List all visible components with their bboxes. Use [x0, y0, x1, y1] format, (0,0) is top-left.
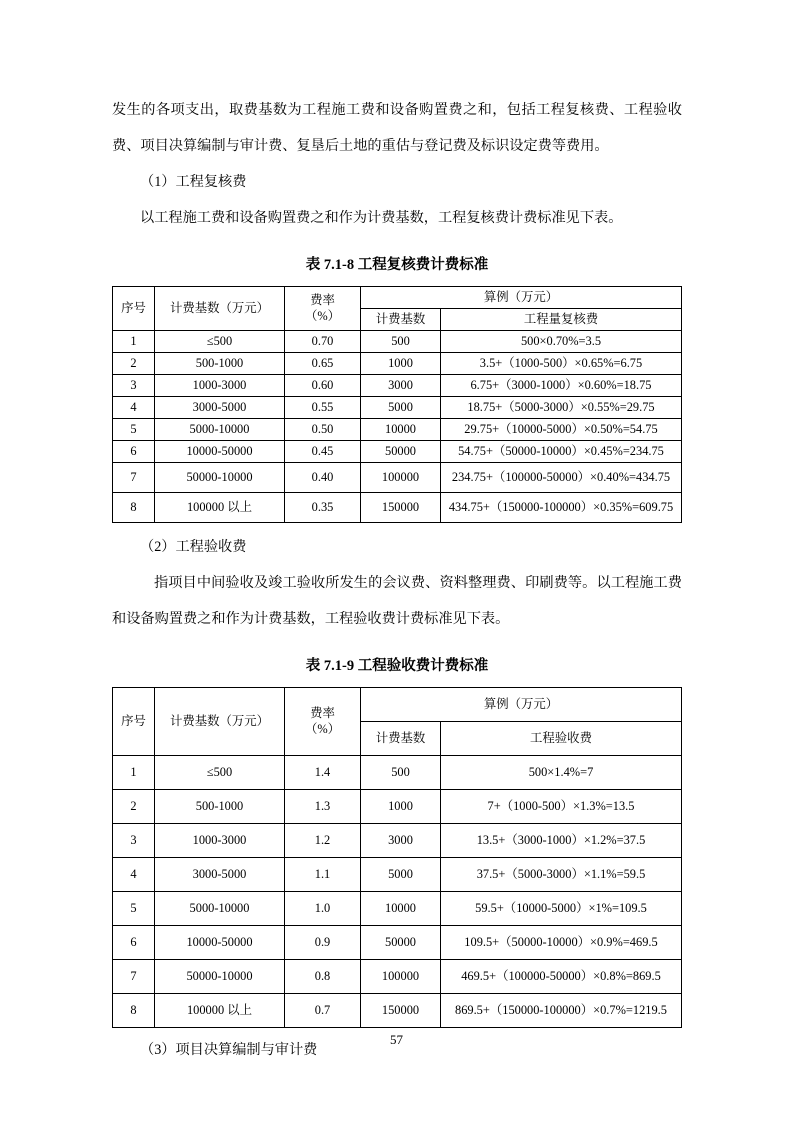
cell-calc-base: 1000: [361, 353, 441, 375]
cell-calc-base: 500: [361, 756, 441, 790]
cell-fee: 469.5+（100000-50000）×0.8%=869.5: [441, 960, 682, 994]
header-rate-line2: （%）: [304, 308, 341, 323]
cell-base: 50000-10000: [155, 463, 285, 493]
header-calc-base: 计费基数: [361, 309, 441, 331]
header-rate-line2: （%）: [304, 721, 341, 736]
cell-fee: 500×1.4%=7: [441, 756, 682, 790]
cell-calc-base: 100000: [361, 463, 441, 493]
paragraph-basis-1: 以工程施工费和设备购置费之和作为计费基数，工程复核费计费标准见下表。: [140, 210, 623, 226]
cell-rate: 0.40: [285, 463, 361, 493]
table-row: [113, 463, 682, 493]
cell-rate: 0.65: [285, 353, 361, 375]
cell-base: 500-1000: [155, 790, 285, 824]
cell-rate: 1.4: [285, 756, 361, 790]
cell-fee: 59.5+（10000-5000）×1%=109.5: [441, 892, 682, 926]
cell-calc-base: 500: [361, 331, 441, 353]
cell-rate: 0.7: [285, 994, 361, 1028]
table-fee-standard-7-1-9: [112, 687, 682, 1028]
cell-base: ≤500: [155, 756, 285, 790]
table-row: [113, 824, 682, 858]
cell-no: 2: [113, 790, 155, 824]
table-row: [113, 493, 682, 523]
cell-fee: 54.75+（50000-10000）×0.45%=234.75: [441, 441, 682, 463]
cell-base: 3000-5000: [155, 858, 285, 892]
header-calc-base: 计费基数: [361, 722, 441, 756]
table-row: [113, 441, 682, 463]
cell-fee: 7+（1000-500）×1.3%=13.5: [441, 790, 682, 824]
cell-base: 1000-3000: [155, 824, 285, 858]
cell-no: 3: [113, 375, 155, 397]
cell-calc-base: 10000: [361, 419, 441, 441]
cell-base: 10000-50000: [155, 926, 285, 960]
table-row: [113, 960, 682, 994]
cell-base: 1000-3000: [155, 375, 285, 397]
cell-calc-base: 50000: [361, 441, 441, 463]
table-row: [113, 375, 682, 397]
cell-rate: 0.50: [285, 419, 361, 441]
cell-calc-base: 150000: [361, 493, 441, 523]
cell-rate: 1.0: [285, 892, 361, 926]
cell-rate: 0.8: [285, 960, 361, 994]
table-header-row: [113, 287, 682, 309]
header-no: 序号: [113, 688, 155, 756]
cell-calc-base: 10000: [361, 892, 441, 926]
cell-fee: 6.75+（3000-1000）×0.60%=18.75: [441, 375, 682, 397]
paragraph-item-2: （2）工程验收费: [140, 539, 247, 555]
header-rate: [285, 287, 361, 331]
header-no: 序号: [113, 287, 155, 331]
page-content: [112, 92, 682, 1068]
cell-fee: 109.5+（50000-10000）×0.9%=469.5: [441, 926, 682, 960]
cell-rate: 0.70: [285, 331, 361, 353]
cell-fee: 869.5+（150000-100000）×0.7%=1219.5: [441, 994, 682, 1028]
cell-rate: 0.9: [285, 926, 361, 960]
cell-base: 100000 以上: [155, 493, 285, 523]
cell-no: 6: [113, 441, 155, 463]
cell-calc-base: 150000: [361, 994, 441, 1028]
cell-no: 8: [113, 994, 155, 1028]
header-example: 算例（万元）: [361, 287, 682, 309]
table1-caption: 表 7.1-8 工程复核费计费标准: [305, 257, 489, 273]
table-row: [113, 397, 682, 419]
table2-caption: 表 7.1-9 工程验收费计费标准: [305, 658, 489, 674]
cell-fee: 18.75+（5000-3000）×0.55%=29.75: [441, 397, 682, 419]
table-row: [113, 994, 682, 1028]
table-row: [113, 331, 682, 353]
cell-no: 5: [113, 419, 155, 441]
cell-base: ≤500: [155, 331, 285, 353]
cell-no: 8: [113, 493, 155, 523]
cell-base: 500-1000: [155, 353, 285, 375]
table-row: [113, 353, 682, 375]
cell-no: 4: [113, 397, 155, 419]
cell-base: 100000 以上: [155, 994, 285, 1028]
cell-calc-base: 1000: [361, 790, 441, 824]
header-base: 计费基数（万元）: [155, 688, 285, 756]
header-fee: 工程验收费: [441, 722, 682, 756]
header-rate-line1: 费率: [310, 706, 335, 720]
cell-base: 10000-50000: [155, 441, 285, 463]
cell-base: 5000-10000: [155, 892, 285, 926]
table-row: [113, 892, 682, 926]
cell-no: 4: [113, 858, 155, 892]
header-rate-line1: 费率: [310, 293, 335, 307]
cell-fee: 13.5+（3000-1000）×1.2%=37.5: [441, 824, 682, 858]
table-header-row: [113, 688, 682, 722]
cell-base: 50000-10000: [155, 960, 285, 994]
cell-rate: 0.55: [285, 397, 361, 419]
cell-calc-base: 100000: [361, 960, 441, 994]
cell-calc-base: 3000: [361, 375, 441, 397]
header-base: 计费基数（万元）: [155, 287, 285, 331]
cell-rate: 1.2: [285, 824, 361, 858]
header-example: 算例（万元）: [361, 688, 682, 722]
cell-no: 7: [113, 463, 155, 493]
cell-calc-base: 3000: [361, 824, 441, 858]
cell-fee: 29.75+（10000-5000）×0.50%=54.75: [441, 419, 682, 441]
table-row: [113, 790, 682, 824]
cell-rate: 0.60: [285, 375, 361, 397]
paragraph-intro: 发生的各项支出，取费基数为工程施工费和设备购置费之和，包括工程复核费、工程验收费、项目决算编制与审计费、复垦后土地的重估与登记费及标识设定费等费用。: [112, 102, 682, 154]
cell-no: 2: [113, 353, 155, 375]
cell-calc-base: 5000: [361, 858, 441, 892]
cell-no: 6: [113, 926, 155, 960]
table-fee-standard-7-1-8: [112, 286, 682, 523]
header-fee: 工程量复核费: [441, 309, 682, 331]
cell-fee: 434.75+（150000-100000）×0.35%=609.75: [441, 493, 682, 523]
cell-rate: 1.3: [285, 790, 361, 824]
cell-rate: 0.35: [285, 493, 361, 523]
cell-fee: 234.75+（100000-50000）×0.40%=434.75: [441, 463, 682, 493]
cell-rate: 1.1: [285, 858, 361, 892]
table-row: [113, 858, 682, 892]
cell-no: 5: [113, 892, 155, 926]
cell-no: 1: [113, 756, 155, 790]
page-number: 57: [390, 1032, 403, 1047]
cell-base: 3000-5000: [155, 397, 285, 419]
cell-calc-base: 50000: [361, 926, 441, 960]
cell-no: 3: [113, 824, 155, 858]
table-row: [113, 419, 682, 441]
cell-fee: 3.5+（1000-500）×0.65%=6.75: [441, 353, 682, 375]
cell-calc-base: 5000: [361, 397, 441, 419]
table-row: [113, 926, 682, 960]
cell-no: 1: [113, 331, 155, 353]
cell-base: 5000-10000: [155, 419, 285, 441]
paragraph-item-1: （1）工程复核费: [140, 174, 247, 190]
cell-fee: 500×0.70%=3.5: [441, 331, 682, 353]
table-row: [113, 756, 682, 790]
paragraph-basis-2: 指项目中间验收及竣工验收所发生的会议费、资料整理费、印刷费等。以工程施工费和设备购置费之和作为计费基数，工程验收费计费标准见下表。: [112, 575, 682, 627]
cell-no: 7: [113, 960, 155, 994]
header-rate: [285, 688, 361, 756]
cell-fee: 37.5+（5000-3000）×1.1%=59.5: [441, 858, 682, 892]
cell-rate: 0.45: [285, 441, 361, 463]
paragraph-item-3: （3）项目决算编制与审计费: [140, 1042, 318, 1058]
